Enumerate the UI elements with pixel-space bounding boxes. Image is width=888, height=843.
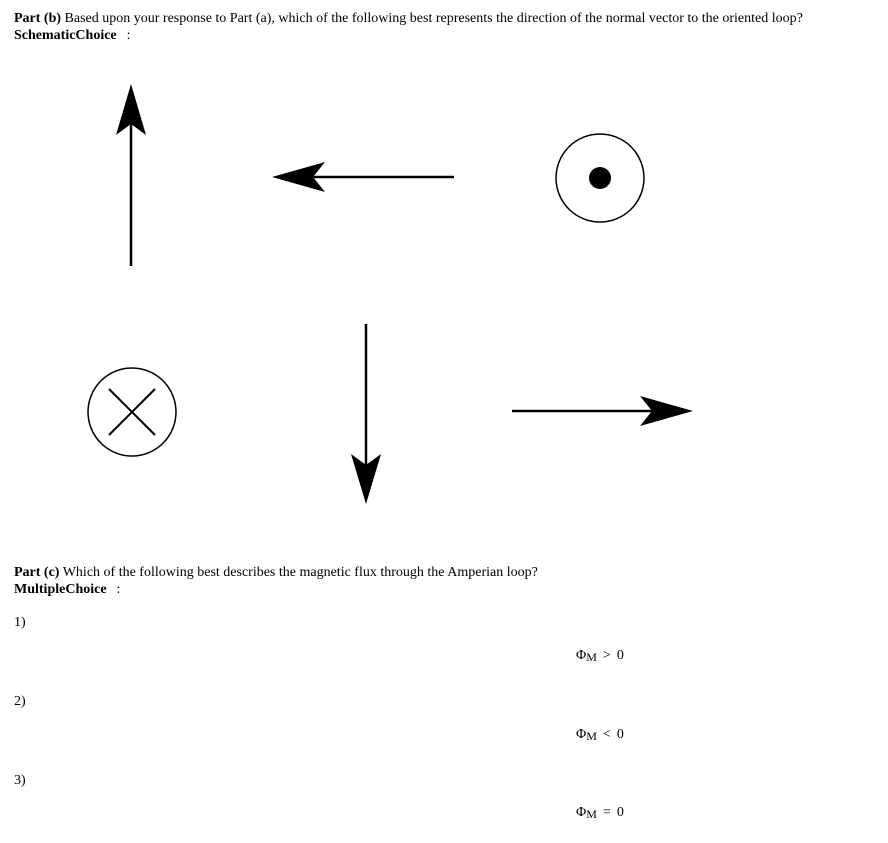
comparison-value: 0 xyxy=(616,805,624,820)
part-b-question xyxy=(14,10,803,27)
option-3-expression[interactable] xyxy=(576,804,624,821)
flux-subscript: M xyxy=(586,729,597,743)
flux-symbol: Φ xyxy=(576,727,587,742)
part-c-type-text: MultipleChoice xyxy=(14,582,107,597)
flux-symbol: Φ xyxy=(576,648,587,663)
part-b-label: Part (b) xyxy=(14,11,62,26)
part-b-type-label xyxy=(14,27,131,44)
up-arrow-icon xyxy=(95,78,175,273)
part-c-question-text: Which of the following best describes the magnetic flux through the Amperian loop? xyxy=(62,565,538,580)
part-b-question-text: Based upon your response to Part (a), which of the following best represents the direction of the normal vector to the oriented loop? xyxy=(64,11,803,26)
part-c-label: Part (c) xyxy=(14,565,60,580)
comparison-value: 0 xyxy=(616,727,624,742)
option-3-number[interactable]: 3) xyxy=(14,773,26,788)
comparison-value: 0 xyxy=(616,648,624,663)
choice-out-of-page[interactable] xyxy=(550,128,650,228)
flux-subscript: M xyxy=(586,650,597,664)
down-arrow-icon xyxy=(335,318,400,513)
option-2-number[interactable]: 2) xyxy=(14,694,26,709)
part-c-question xyxy=(14,564,538,581)
part-c-type-colon: : xyxy=(116,582,121,597)
out-of-page-dot-icon xyxy=(550,128,650,228)
comparison-operator: > xyxy=(602,648,611,663)
right-arrow-icon xyxy=(505,389,700,434)
choice-arrow-right[interactable] xyxy=(505,389,700,434)
part-c-type-label xyxy=(14,581,120,598)
flux-subscript: M xyxy=(586,807,597,821)
comparison-operator: = xyxy=(602,805,611,820)
option-2-expression[interactable] xyxy=(576,726,624,743)
choice-arrow-down[interactable] xyxy=(335,318,400,513)
choice-arrow-left[interactable] xyxy=(268,155,463,200)
left-arrow-icon xyxy=(268,155,463,200)
choice-arrow-up[interactable] xyxy=(95,78,175,273)
choice-into-page[interactable] xyxy=(82,362,182,462)
part-b-type-text: SchematicChoice xyxy=(14,28,117,43)
comparison-operator: < xyxy=(602,727,611,742)
part-b-type-colon: : xyxy=(126,28,131,43)
option-1-number[interactable]: 1) xyxy=(14,615,26,630)
into-page-cross-icon xyxy=(82,362,182,462)
option-1-expression[interactable] xyxy=(576,647,624,664)
flux-symbol: Φ xyxy=(576,805,587,820)
